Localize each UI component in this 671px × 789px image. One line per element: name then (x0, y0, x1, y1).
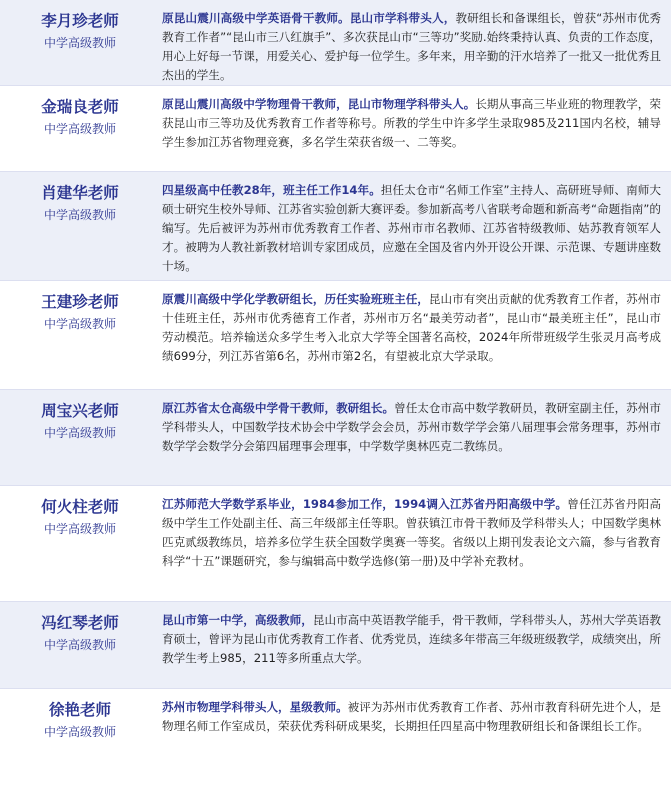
teacher-header (0, 486, 160, 538)
teacher-name: 李月珍老师 (41, 12, 119, 30)
teacher-row (0, 281, 671, 390)
teacher-text: 曾任江苏省丹阳高级中学生工作处副主任、高三年级部主任等职。曾获镇江市骨干教师及学科带头人；中国数学奥林匹克贰级教练员，培养多位学生获全国数学奥赛一等奖。省级以上期刊发表论文六篇，参与省教育科学“十五”课题研究，参与编辑高中数学选修(第一册)及中学补充教材。 (162, 497, 661, 568)
teacher-title: 中学高级教师 (43, 638, 116, 652)
teacher-description (160, 486, 671, 571)
teacher-highlight: 原昆山震川高级中学英语骨干教师。昆山市学科带头人， (162, 11, 456, 25)
teacher-row (0, 602, 671, 689)
teacher-description (160, 390, 671, 456)
teacher-title: 中学高级教师 (43, 208, 116, 222)
teacher-header (0, 86, 160, 138)
teacher-name: 肖建华老师 (41, 184, 119, 202)
teacher-header (0, 689, 160, 741)
teacher-title: 中学高级教师 (43, 122, 116, 136)
teacher-highlight: 江苏师范大学数学系毕业，1984参加工作，1994调入江苏省丹阳高级中学。 (162, 497, 568, 511)
teacher-description (160, 172, 671, 276)
teacher-header (0, 390, 160, 442)
teacher-highlight: 原江苏省太仓高级中学骨干教师，教研组长。 (162, 401, 395, 415)
teacher-name: 金瑞良老师 (41, 98, 119, 116)
teacher-text: 长期从事高三毕业班的物理教学，荣获昆山市三等功及优秀教育工作者等称号。所教的学生中许多学生录取985及211国内名校，辅导学生参加江苏省物理竞赛，多名学生荣获省级一、二等奖。 (162, 97, 661, 149)
teacher-highlight: 原震川高级中学化学教研组长，历任实验班班主任， (162, 292, 429, 306)
teacher-text: 教研组长和备课组长，曾获“苏州市优秀教育工作者”“昆山市三八红旗手”、多次获昆山市“三等功”奖励.始终秉持认真、负责的工作态度，用心上好每一节课，用爱关心、爱护每一位学生。多年来，用辛勤的汗水培养了一批又一批优秀且杰出的学生。 (162, 11, 661, 82)
teacher-description (160, 689, 671, 736)
teacher-description (160, 86, 671, 152)
teacher-title: 中学高级教师 (43, 522, 116, 536)
teacher-title: 中学高级教师 (43, 317, 116, 331)
teacher-header (0, 281, 160, 333)
teacher-row (0, 86, 671, 172)
teacher-row (0, 689, 671, 789)
teacher-name: 何火柱老师 (41, 498, 119, 516)
teacher-row (0, 390, 671, 486)
teacher-description (160, 602, 671, 668)
teacher-text: 昆山市有突出贡献的优秀教育工作者，苏州市十佳班主任，苏州市优秀德育工作者，苏州市万名“最美劳动者”，昆山市“最美班主任”，昆山市劳动模范。培养输送众多学生考入北京大学等全国著名高校，2024年所带班级学生张灵月高考成绩699分，列江苏省第6名，苏州市第2名，有望被北京大学录取。 (162, 292, 661, 363)
teacher-text: 被评为苏州市优秀教育工作者、苏州市教育科研先进个人，是物理名师工作室成员，荣获优秀科研成果奖，长期担任四星高中物理教研组长和备课组长工作。 (162, 700, 661, 733)
teacher-name: 周宝兴老师 (41, 402, 119, 420)
teacher-row (0, 0, 671, 86)
teacher-name: 王建珍老师 (41, 293, 119, 311)
teacher-title: 中学高级教师 (43, 426, 116, 440)
teacher-highlight: 原昆山震川高级中学物理骨干教师，昆山市物理学科带头人。 (162, 97, 476, 111)
teacher-row (0, 172, 671, 281)
teacher-highlight: 苏州市物理学科带头人，星级教师。 (162, 700, 348, 714)
teacher-description (160, 281, 671, 366)
teacher-header (0, 602, 160, 654)
teacher-text: 昆山市高中英语教学能手，骨干教师，学科带头人，苏州大学英语教育硕士，曾评为昆山市优秀教育工作者、优秀党员，连续多年带高三年级班级教学，成绩突出，所教学生考上985，211等多所重点大学。 (162, 613, 661, 665)
teacher-highlight: 昆山市第一中学，高级教师， (162, 613, 313, 627)
teacher-row (0, 486, 671, 602)
teacher-name: 徐艳老师 (48, 701, 111, 719)
teacher-header (0, 172, 160, 224)
teacher-highlight: 四星级高中任教28年，班主任工作14年。 (162, 183, 381, 197)
teacher-title: 中学高级教师 (43, 725, 116, 739)
teacher-header (0, 0, 160, 52)
teacher-description (160, 0, 671, 85)
teacher-name: 冯红琴老师 (41, 614, 119, 632)
teacher-text: 担任太仓市“名师工作室”主持人、高研班导师、南师大硕士研究生校外导师、江苏省实验创新大赛评委。参加新高考八省联考命题和新高考“命题指南”的编写。先后被评为苏州市优秀教育工作者、苏州市市名教师、江苏省特级教师、姑苏教育领军人才。被聘为人教社新教材培训专家团成员，应邀在全国及省内外开设公开课、示范课、专题讲座数十场。 (162, 183, 662, 273)
teacher-text: 曾任太仓市高中数学教研员，教研室副主任，苏州市学科带头人，中国数学技术协会中学数学会会员，苏州市数学学会第八届理事会常务理事，苏州市数学学会数学分会第四届理事会理事，中学数学奥林匹克二教练员。 (162, 401, 661, 453)
teacher-title: 中学高级教师 (43, 36, 116, 50)
